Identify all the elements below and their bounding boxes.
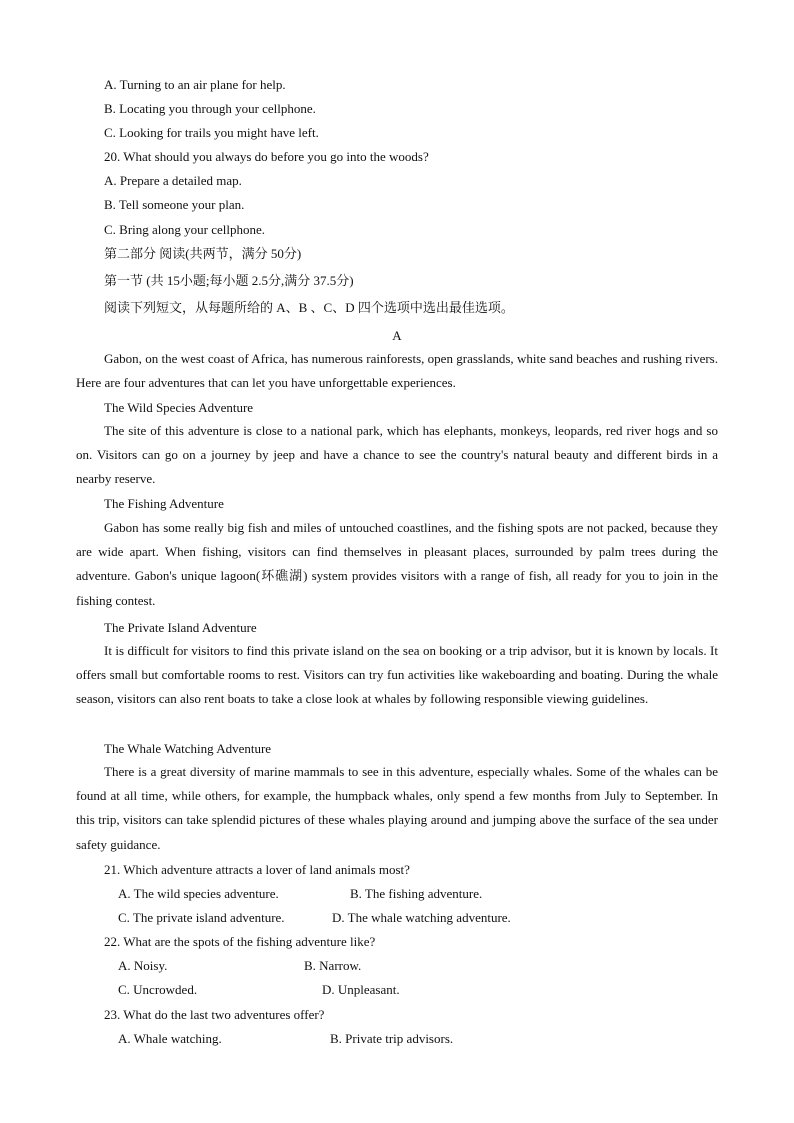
heading-whale-watching: The Whale Watching Adventure: [104, 741, 272, 756]
q19-option-c: C. Looking for trails you might have left.: [104, 125, 319, 140]
q23-option-a: A. Whale watching.: [118, 1031, 222, 1046]
q21-question: 21. Which adventure attracts a lover of land animals most?: [104, 862, 410, 877]
q23-option-b: B. Private trip advisors.: [330, 1031, 454, 1046]
q21-option-d: D. The whale watching adventure.: [332, 910, 511, 925]
q22-option-b: B. Narrow.: [304, 958, 362, 973]
q22-question: 22. What are the spots of the fishing adventure like?: [104, 934, 376, 949]
paragraph-fishing: Gabon has some really big fish and miles of untouched coastlines, and the fishing spots are not packed, because they are wide apart. When fishing, visitors can find themselves in pleasant places, surrounded by palm trees during the adventure. Gabon's unique lagoon(环礁湖) system provides visitors with a range of fish, all ready for you to join in the fishing contest.: [76, 520, 718, 608]
q22-option-a: A. Noisy.: [118, 958, 168, 973]
q20-question: 20. What should you always do before you go into the woods?: [104, 149, 429, 164]
passage-label: A: [392, 328, 402, 343]
instruction: 阅读下列短文，从每题所给的 A、B 、C、D 四个选项中选出最佳选项。: [104, 300, 514, 315]
q21-option-c: C. The private island adventure.: [118, 910, 285, 925]
heading-fishing: The Fishing Adventure: [104, 496, 224, 511]
part-title: 第二部分 阅读(共两节，满分 50分): [104, 246, 302, 261]
q20-option-c: C. Bring along your cellphone.: [104, 222, 266, 237]
heading-private-island: The Private Island Adventure: [104, 620, 257, 635]
passage-intro: Gabon, on the west coast of Africa, has numerous rainforests, open grasslands, white sand beaches and rushing rivers. Here are four adventures that can let you have unforgettable experiences.: [76, 351, 718, 391]
heading-wild-species: The Wild Species Adventure: [104, 400, 254, 415]
paragraph-private-island: It is difficult for visitors to find this private island on the sea on booking or a trip advisor, but it is known by locals. It offers small but comfortable rooms to rest. Visitors can try fun activities like wakeboarding and boating. During the whale season, visitors can also rent boats to take a close look at whales by following responsible viewing guidelines.: [76, 643, 718, 707]
q19-option-b: B. Locating you through your cellphone.: [104, 101, 316, 116]
q19-option-a: A. Turning to an air plane for help.: [104, 77, 286, 92]
q23-question: 23. What do the last two adventures offer?: [104, 1007, 325, 1022]
q22-option-d: D. Unpleasant.: [322, 982, 400, 997]
q20-option-b: B. Tell someone your plan.: [104, 197, 245, 212]
q21-option-b: B. The fishing adventure.: [350, 886, 483, 901]
section-subtitle: 第一节 (共 15小题;每小题 2.5分,满分 37.5分): [104, 273, 354, 288]
q20-option-a: A. Prepare a detailed map.: [104, 173, 242, 188]
q22-option-c: C. Uncrowded.: [118, 982, 198, 997]
paragraph-wild-species: The site of this adventure is close to a national park, which has elephants, monkeys, leopards, red river hogs and so on. Visitors can go on a journey by jeep and have a chance to see the country's natural beauty and different birds in a nearby reserve.: [76, 423, 718, 487]
paragraph-whale-watching: There is a great diversity of marine mammals to see in this adventure, especially whales. Some of the whales can be found at all time, while others, for example, the humpback whales, only spend a few months from July to September. In this trip, visitors can take splendid pictures of these whales playing around and jumping above the surface of the sea under safety guidance.: [76, 764, 718, 852]
q21-option-a: A. The wild species adventure.: [118, 886, 279, 901]
